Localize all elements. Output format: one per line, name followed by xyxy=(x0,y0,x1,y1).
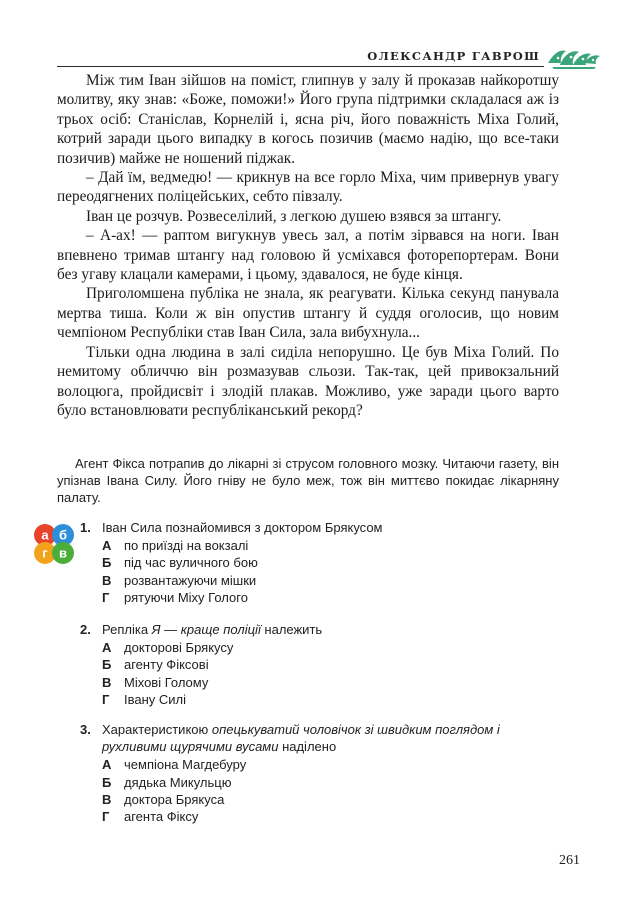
question-number: 3. xyxy=(80,722,91,737)
option-text: Міхові Голому xyxy=(124,674,209,690)
question-2 xyxy=(80,621,565,708)
story-paragraph: Тільки одна людина в залі сиділа непорушно. Це був Міха Голий. По немитому обличчю він розмазував сльози. Так-так, цей привокзальний волоцюга, пройдисвіт і злодій плакав. Можливо, уже заради цього варто було встановлювати республіканський рекорд? xyxy=(57,343,559,419)
question-text: наділено xyxy=(278,739,337,755)
question-text: Іван Сила познайомився з доктором Брякусом xyxy=(102,520,383,535)
question-1 xyxy=(80,519,565,606)
option-letter: В xyxy=(102,674,112,690)
answer-option[interactable] xyxy=(102,554,565,571)
option-letter: А xyxy=(102,640,112,656)
story-paragraph: Між тим Іван зійшов на поміст, глипнув у залу й проказав найкоротшу молитву, яку знав: «Боже, поможи!» Його група підтримки складалася аж із трьох осіб: Станіслав, Корнелій і, ясна річ, його поважність Міха Голий, котрий заради цього випадку в когось позичив (маємо надію, що все-таки позичив) майже не ношений піджак. xyxy=(57,72,559,167)
question-3 xyxy=(80,721,565,825)
question-text: Репліка xyxy=(102,622,152,637)
answer-option[interactable] xyxy=(102,572,565,589)
question-stem xyxy=(80,621,565,638)
answer-option[interactable] xyxy=(102,756,565,773)
answer-option[interactable] xyxy=(102,791,565,808)
story-paragraph: – А-ах! — раптом вигукнув увесь зал, а потім зірвався на ноги. Іван впевнено тримав штангу над головою й усміхався фоторепортерам. Вони без угаву клацали камерами, і цьому, здавалося, не буде кінця. xyxy=(57,227,559,284)
answer-option[interactable] xyxy=(102,691,565,708)
option-letter: Г xyxy=(102,589,110,605)
option-letter: В xyxy=(102,791,112,807)
option-letter: А xyxy=(102,757,112,773)
answer-option[interactable] xyxy=(102,674,565,691)
option-text: докторові Брякусу xyxy=(124,640,234,656)
option-text: під час вуличного бою xyxy=(124,555,258,571)
option-text: агента Фіксу xyxy=(124,808,199,824)
story-paragraph: Іван це розчув. Розвеселілий, з легкою душею взявся за штангу. xyxy=(86,207,502,225)
option-letter: А xyxy=(102,538,112,554)
option-letter: В xyxy=(102,572,112,588)
answer-options xyxy=(80,756,565,825)
question-quote: Я — краще поліції xyxy=(151,622,261,637)
option-letter: Б xyxy=(102,774,112,790)
story-paragraph: Приголомшена публіка не знала, як реагувати. Кілька секунд панувала мертва тиша. Коли ж він опустив штангу й суддя оголосив, що новим чемпіоном Республіки став Іван Сила, зала вибухнула... xyxy=(57,285,559,342)
decorative-logo-icon xyxy=(546,43,602,71)
question-text: належить xyxy=(260,622,323,637)
badge-letter: б xyxy=(58,527,68,543)
answer-option[interactable] xyxy=(102,537,565,554)
question-quote: опецькуватий чоловічок зі швидким поглядом і рухливими щурячими вусами xyxy=(102,722,500,755)
abvg-quiz-icon xyxy=(30,520,78,568)
answer-option[interactable] xyxy=(102,639,565,656)
question-number: 2. xyxy=(80,622,91,637)
option-letter: Г xyxy=(102,691,110,707)
question-stem xyxy=(80,519,565,536)
badge-letter: а xyxy=(41,527,49,543)
option-text: по приїзді на вокзалі xyxy=(124,538,249,554)
option-letter: Б xyxy=(102,657,112,673)
task-intro: Агент Фікса потрапив до лікарні зі струсом головного мозку. Читаючи газету, він упізнав Івана Силу. Його гніву не було меж, тож він миттєво покидає лікарняну палату. xyxy=(57,456,559,506)
answer-option[interactable] xyxy=(102,808,565,825)
option-text: агенту Фіксові xyxy=(124,657,209,673)
answer-options xyxy=(80,537,565,606)
question-number: 1. xyxy=(80,520,91,535)
story-paragraph: – Дай їм, ведмедю! — крикнув на все горло Міха, чим привернув увагу переодягнених поліцейських, себто півзалу. xyxy=(57,169,559,206)
running-header xyxy=(57,43,602,73)
option-text: розвантажуючи мішки xyxy=(124,572,257,588)
option-letter: Г xyxy=(102,808,110,824)
option-text: Івану Силі xyxy=(124,691,187,707)
option-text: дядька Микульцю xyxy=(124,774,232,790)
question-text: Характеристикою xyxy=(102,722,212,737)
header-rule xyxy=(57,66,544,67)
author-name: ОЛЕКСАНДР ГАВРОШ xyxy=(367,49,540,63)
answer-options xyxy=(80,639,565,708)
option-text: доктора Брякуса xyxy=(124,791,225,807)
answer-option[interactable] xyxy=(102,656,565,673)
badge-letter: в xyxy=(59,545,67,561)
option-letter: Б xyxy=(102,555,112,571)
answer-option[interactable] xyxy=(102,774,565,791)
page-number: 261 xyxy=(559,853,580,868)
answer-option[interactable] xyxy=(102,589,565,606)
option-text: чемпіона Магдебуру xyxy=(124,757,247,773)
story-text xyxy=(57,71,559,420)
option-text: рятуючи Міху Голого xyxy=(124,589,248,605)
badge-letter: г xyxy=(42,545,48,561)
question-stem xyxy=(80,721,565,755)
